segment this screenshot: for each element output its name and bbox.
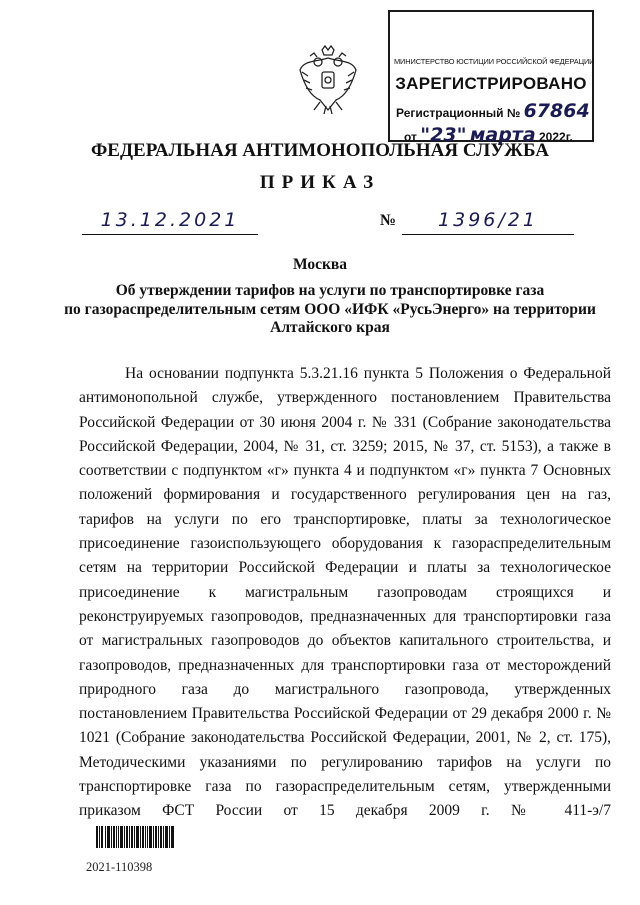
order-subject [60, 282, 600, 338]
number-sign: № [380, 212, 397, 229]
subject-line: Об утверждении тарифов на услуги по транспортировке газа [115, 282, 545, 299]
subject-line: Алтайского края [270, 319, 390, 336]
stamp-registration-number [396, 100, 590, 122]
agency-title: ФЕДЕРАЛЬНАЯ АНТИМОНОПОЛЬНАЯ СЛУЖБА [90, 140, 549, 161]
stamp-reg-label: Регистрационный № [396, 106, 521, 120]
stamp-reg-number: 67864 [523, 100, 590, 122]
body-paragraph [79, 362, 611, 824]
order-number: 1396/21 [402, 206, 574, 235]
body-text: На основании подпункта 5.3.21.16 пункта 5 Положения о Федеральной антимонопольной службе, утвержденного постановлением Правительства Российской Федерации от 30 июня 2004 г. № 331 (Собрание законодательства Российской Федерации, 2004, № 31, ст. 3259; 2015, № 37, ст. 5153), а также в соответствии с подпунктом «г» пункта 4 и подпунктом «г» пункта 7 Основных положений формирования и государственного регулирования цен на газ, тарифов на услуги по его транспортировке, платы за технологическое присоединение газоиспользующего оборудования к газораспределительным сетям на территории Российской Федерации и платы за технологическое присоединение к магистральным газопроводам строящихся и реконструируемых газопроводов, предназначенных для транспортировки газа от магистральных газопроводов до объектов капитального строительства, и газопроводов, предназначенных для транспортировки газа от месторождений природного газа до магистрального газопровода, утвержденных постановлением Правительства Российской Федерации от 29 декабря 2000 г. № 1021 (Собрание законодательства Российской Федерации, 2001, № 2, ст. 175), Методическими указаниями по регулированию тарифов на услуги по транспортировке газа по газораспределительным сетям, утвержденными приказом ФСТ России от 15 декабря 2009 г. № 411-э/7 [79, 365, 611, 820]
stamp-ministry: МИНИСТЕРСТВО ЮСТИЦИИ РОССИЙСКОЙ ФЕДЕРАЦИИ [394, 57, 595, 66]
city: Москва [292, 256, 348, 273]
order-date: 13.12.2021 [82, 206, 258, 235]
stamp-date-prefix: от [404, 130, 417, 144]
registration-stamp [388, 10, 595, 146]
stamp-date-year: 2022г. [539, 130, 573, 144]
stamp-date-month: марта [469, 124, 536, 146]
barcode-icon [96, 826, 174, 848]
barcode-number: 2021-110398 [86, 860, 153, 874]
document-type: ПРИКАЗ [259, 172, 381, 193]
subject-line: по газораспределительным сетям ООО «ИФК «РусьЭнерго» на территории [64, 300, 596, 318]
stamp-date-day: "23" [420, 124, 467, 146]
coat-of-arms-icon [296, 44, 360, 116]
stamp-registered: ЗАРЕГИСТРИРОВАНО [395, 74, 587, 93]
